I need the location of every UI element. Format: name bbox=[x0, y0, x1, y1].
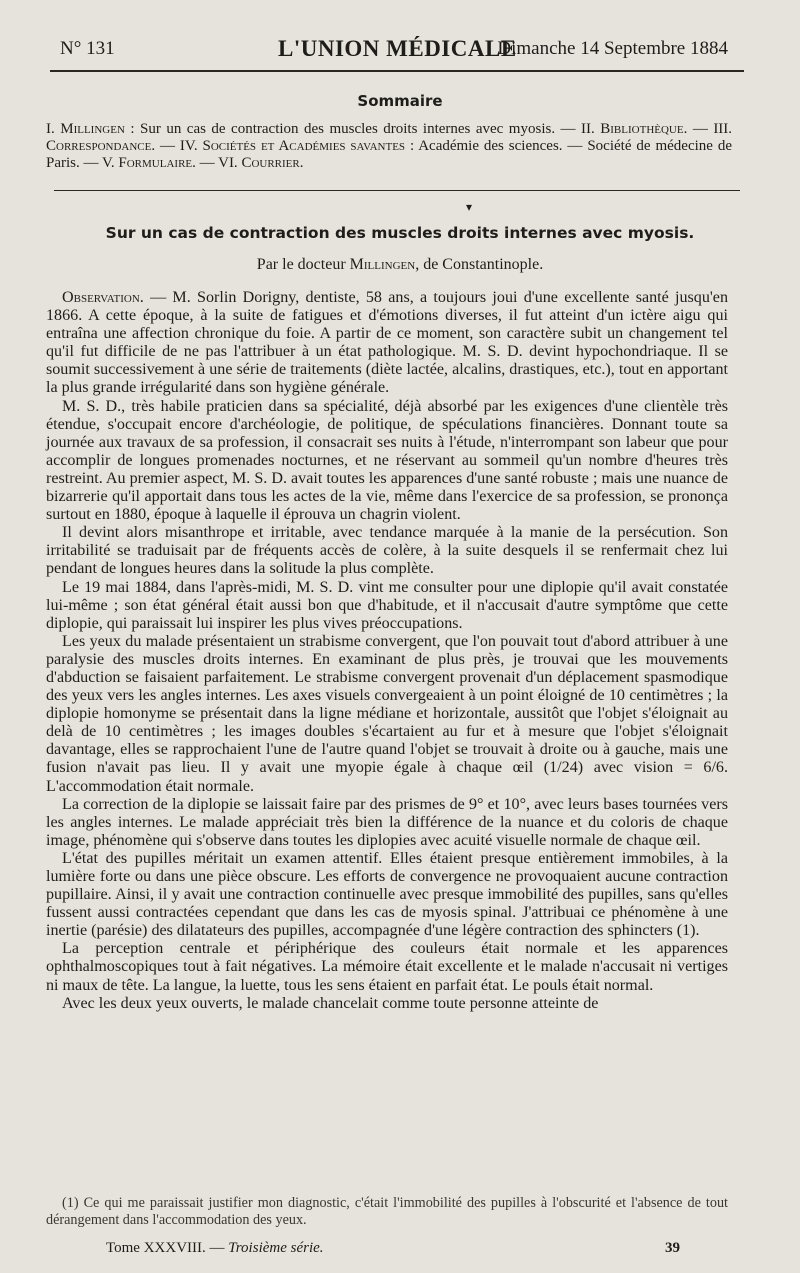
paragraph: La correction de la diplopie se laissait faire par des prismes de 9° et 10°, avec leurs bases tournées vers les angles internes. Le malade appréciait très bien la différence de la nuance et du coloris de chaque image, phénomène qui s'observe dans toutes les diplopies avec acuité visuelle normale de chaque œil. bbox=[46, 795, 728, 849]
sommaire-entry: III. Correspondance. — bbox=[46, 121, 733, 154]
sommaire-entry: IV. Sociétés et Académies savantes : Académie des sciences. — Société de médecine de Paris. — bbox=[46, 138, 732, 171]
observation-label: Observation. bbox=[62, 289, 144, 306]
paragraph: Avec les deux yeux ouverts, le malade chancelait comme toute personne atteinte de bbox=[62, 994, 599, 1012]
sommaire-entry: V. Formulaire. — bbox=[101, 155, 215, 171]
sommaire-entry: VI. Courrier. bbox=[218, 155, 304, 171]
section-rule bbox=[54, 190, 740, 191]
issue-number: N° 131 bbox=[60, 38, 115, 59]
article-title: Sur un cas de contraction des muscles droits internes avec myosis. bbox=[105, 224, 695, 242]
paragraph: M. S. D., très habile praticien dans sa spécialité, déjà absorbé par les exigences d'une clientèle très étendue, s'occupait encore d'archéologie, de politique, de spéculations financières. Donnant toute sa journée aux travaux de sa profession, il consacrait ses nuits à l'étude, n'interrompant son labeur que pour accomplir de longues promenades nocturnes, et ne réservant au sommeil qu'un nombre d'heures très restreint. Au premier aspect, M. S. D. avait toutes les apparences d'une santé robuste ; mais une nuance de bizarrerie qu'il apportait dans tous les actes de la vie, même dans l'exercice de sa profession, se prononça surtout en 1880, époque à laquelle il éprouva un chagrin violent. bbox=[46, 397, 728, 524]
running-header bbox=[60, 38, 728, 64]
footnote-text: (1) Ce qui me paraissait justifier mon diagnostic, c'était l'immobilité des pupilles à l'obscurité et l'absence de tout dérangement dans l'accommodation des yeux. bbox=[46, 1195, 728, 1228]
dot-ornament: ▾ bbox=[466, 200, 473, 214]
sommaire-entry: II. Bibliothèque. — bbox=[581, 121, 708, 137]
article-byline: Par le docteur Millingen, de Constantinople. bbox=[256, 256, 544, 273]
page-number: 39 bbox=[665, 1240, 680, 1256]
volume-label: Tome XXXVIII. — Troisième série. bbox=[106, 1240, 324, 1256]
header-rule bbox=[50, 70, 744, 72]
sommaire-entry: I. Millingen : Sur un cas de contraction des muscles droits internes avec myosis. — bbox=[46, 121, 576, 137]
paragraph: Observation. — M. Sorlin Dorigny, dentiste, 58 ans, a toujours joui d'une excellente santé jusqu'en 1866. A cette époque, à la suite de fatigues et d'émotions diverses, il fut atteint d'un ictère aigu qui entraîna une affection chronique du foie. A partir de ce moment, son caractère subit un changement tel qu'il fut difficile de ne pas l'attribuer à un état pathologique. M. S. D. devint hypochondriaque. Il se soumit successivement à une série de traitements (diète lactée, alcalins, drastiques, etc.), tout en apportant la plus grande irrégularité dans son hygiène générale. bbox=[46, 289, 728, 397]
paragraph: L'état des pupilles méritait un examen attentif. Elles étaient presque entièrement immobiles, à la lumière forte ou dans une pièce obscure. Les efforts de convergence ne provoquaient aucune contraction pupillaire. Ainsi, il y avait une contraction continuelle avec presque immobilité des pupilles, sans qu'elles fussent aussi contractées cependant que dans les cas de myosis spinal. J'attribuai ce phénomène à une inertie (parésie) des dilatateurs des pupilles, accompagnée d'une légère contraction des sphincters (1). bbox=[46, 849, 728, 940]
sommaire-list bbox=[46, 121, 732, 172]
paragraph: Les yeux du malade présentaient un strabisme convergent, que l'on pouvait tout d'abord attribuer à une paralysie des muscles droits internes. En examinant de plus près, je trouvai que les mouvements d'abduction se faisaient parfaitement. Le strabisme convergent provenait d'un déplacement spasmodique des yeux vers les angles internes. Les axes visuels convergeaient à un point éloigné de 10 centimètres ; la diplopie homonyme se présentait dans la ligne médiane et horizontale, aussitôt que l'objet s'éloignait au delà de 10 centimètres ; les images doubles s'écartaient au fur et à mesure que l'objet s'éloignait davantage, elles se rapprochaient l'une de l'autre quand l'objet se trouvait à droite ou à gauche, mais une fusion n'avait pas lieu. Il y avait une myopie égale à chaque œil (1/24) avec vision = 6/6. L'accommodation était normale. bbox=[46, 632, 728, 795]
article-body bbox=[46, 289, 728, 1013]
issue-date: Dimanche 14 Septembre 1884 bbox=[497, 38, 728, 59]
paragraph: La perception centrale et périphérique des couleurs était normale et les apparences ophthalmoscopiques tout à fait négatives. La mémoire était excellente et le malade n'accusait ni vertiges ni maux de tête. La langue, la luette, tous les sens étaient en parfait état. Le pouls était normal. bbox=[46, 940, 728, 994]
footnote bbox=[46, 1195, 728, 1229]
paragraph: Il devint alors misanthrope et irritable, avec tendance marquée à la manie de la persécution. Son irritabilité se traduisait par de fréquents accès de colère, à la suite desquels il se renfermait chez lui pendant de longues heures dans la solitude la plus complète. bbox=[46, 524, 728, 578]
sommaire-title: Sommaire bbox=[357, 92, 443, 110]
journal-title: L'UNION MÉDICALE bbox=[278, 36, 517, 61]
paragraph: Le 19 mai 1884, dans l'après-midi, M. S. D. vint me consulter pour une diplopie qu'il avait constatée lui-même ; son état général était aussi bon que d'habitude, et il n'accusait d'autre symptôme que cette diplopie, qui paraissait lui inspirer les plus vives préoccupations. bbox=[46, 578, 728, 632]
